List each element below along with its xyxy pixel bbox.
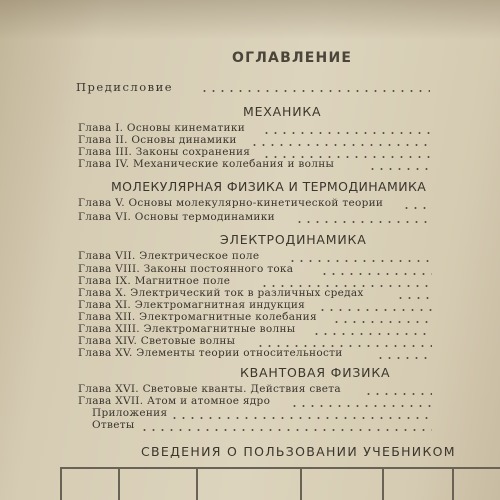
dot-leader xyxy=(364,393,432,395)
toc-entry: Глава VII. Электрическое поле xyxy=(78,250,260,262)
dot-leader xyxy=(290,405,432,407)
toc-entry: Ответы xyxy=(92,419,135,431)
toc-entry: Глава VIII. Законы постоянного тока xyxy=(78,263,294,275)
toc-entry: Глава XI. Электромагнитная индукция xyxy=(78,299,306,311)
section-heading-mechanics: МЕХАНИКА xyxy=(243,104,322,119)
dot-leader xyxy=(402,207,432,209)
page-shadow xyxy=(0,0,500,40)
dot-leader xyxy=(262,132,432,134)
table-column-divider xyxy=(196,467,198,500)
toc-entry: Приложения xyxy=(92,407,168,419)
table-column-divider xyxy=(382,467,384,500)
dot-leader xyxy=(200,90,430,92)
toc-title: ОГЛАВЛЕНИЕ xyxy=(232,50,353,66)
section-heading-quantum: КВАНТОВАЯ ФИЗИКА xyxy=(240,365,391,380)
toc-entry: Глава XIII. Электромагнитные волны xyxy=(78,323,296,335)
dot-leader xyxy=(288,260,432,262)
section-heading-molecular: МОЛЕКУЛЯРНАЯ ФИЗИКА И ТЕРМОДИНАМИКА xyxy=(111,179,427,194)
table-top-border xyxy=(60,467,500,469)
dot-leader xyxy=(318,309,432,311)
toc-entry: Глава IX. Магнитное поле xyxy=(78,275,231,287)
toc-entry: Глава III. Законы сохранения xyxy=(78,146,251,158)
toc-entry: Глава XIV. Световые волны xyxy=(78,335,236,347)
toc-entry: Глава VI. Основы термодинамики xyxy=(78,211,275,223)
dot-leader xyxy=(250,144,432,146)
toc-entry: Глава I. Основы кинематики xyxy=(78,122,245,134)
toc-entry: Глава XV. Элементы теории относительности xyxy=(78,347,343,359)
dot-leader xyxy=(170,417,432,419)
toc-entry: Глава V. Основы молекулярно-кинетической теории xyxy=(78,197,384,209)
dot-leader xyxy=(140,429,432,431)
toc-entry: Глава X. Электрический ток в различных средах xyxy=(78,287,364,299)
dot-leader xyxy=(368,168,432,170)
toc-entry: Глава IV. Механические колебания и волны xyxy=(78,158,335,170)
table-column-divider xyxy=(118,467,120,500)
dot-leader xyxy=(396,297,432,299)
dot-leader xyxy=(376,357,432,359)
toc-entry: Глава II. Основы динамики xyxy=(78,134,237,146)
usage-info-heading: СВЕДЕНИЯ О ПОЛЬЗОВАНИИ УЧЕБНИКОМ xyxy=(141,444,456,459)
preface-entry: Предисловие xyxy=(76,80,174,94)
dot-leader xyxy=(312,333,432,335)
section-heading-electrodynamics: ЭЛЕКТРОДИНАМИКА xyxy=(220,232,367,247)
table-column-divider xyxy=(452,467,454,500)
table-column-divider xyxy=(300,467,302,500)
dot-leader xyxy=(295,221,432,223)
toc-entry: Глава XVII. Атом и атомное ядро xyxy=(78,395,271,407)
dot-leader xyxy=(332,321,432,323)
toc-entry: Глава XVI. Световые кванты. Действия света xyxy=(78,383,341,395)
table-column-divider xyxy=(60,467,62,500)
toc-entry: Глава XII. Электромагнитные колебания xyxy=(78,311,317,323)
dot-leader xyxy=(320,273,432,275)
